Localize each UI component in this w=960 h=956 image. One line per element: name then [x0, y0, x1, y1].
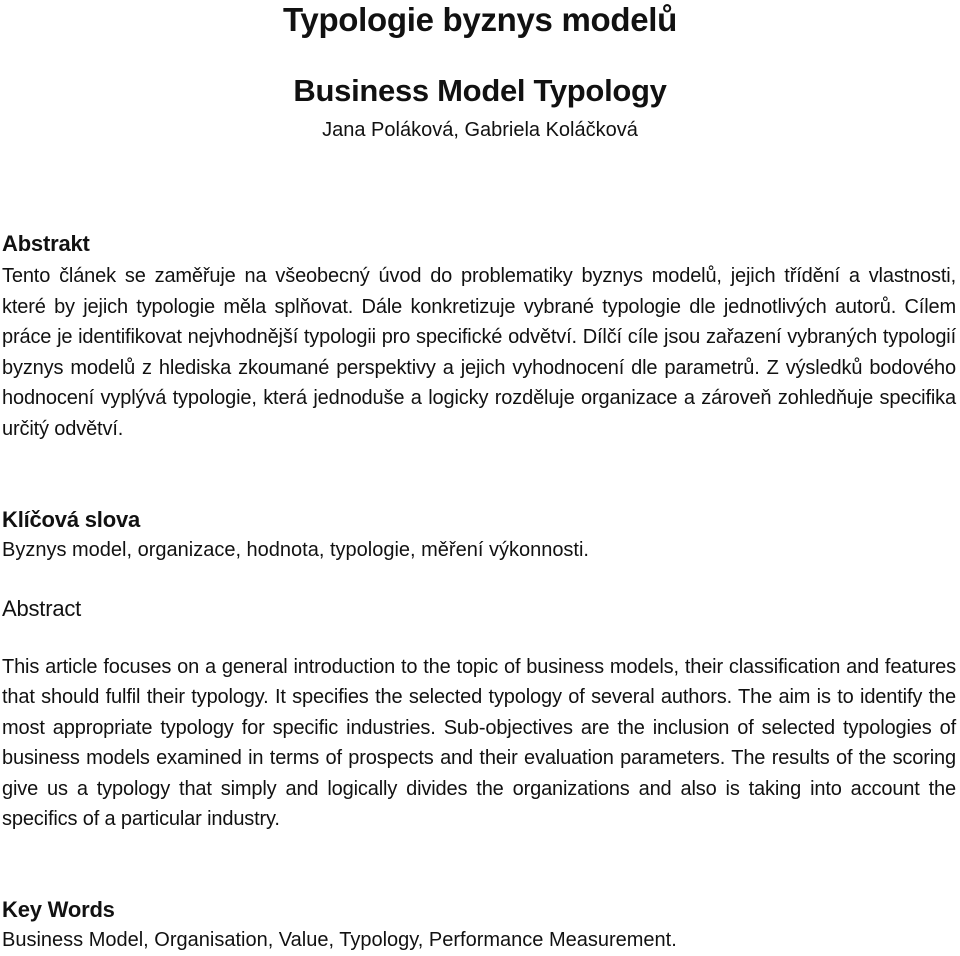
abstract-heading: Abstract: [2, 596, 82, 621]
authors: Jana Poláková, Gabriela Koláčková: [322, 119, 638, 141]
klicova-slova-text: Byznys model, organizace, hodnota, typologie, měření výkonnosti.: [2, 539, 589, 561]
abstract-text: This article focuses on a general introduction to the topic of business models, their classification and features that should fulfil their typology. It specifies the selected typology of several authors. The aim is to identify the most appropriate typology for specific industries. Sub-objectives are the inclusion of selected typologies of business models examined in terms of prospects and their evaluation parameters. The results of the scoring give us a typology that simply and logically divides the organizations and also is taking into account the specifics of a particular industry.: [2, 656, 956, 831]
key-words-heading: Key Words: [2, 897, 115, 922]
klicova-slova-heading: Klíčová slova: [2, 507, 141, 532]
czech-title: Typologie byznys modelů: [282, 1, 678, 38]
english-title: Business Model Typology: [293, 73, 667, 108]
abstrakt-heading: Abstrakt: [2, 231, 90, 256]
key-words-text: Business Model, Organisation, Value, Typology, Performance Measurement.: [2, 929, 677, 951]
abstrakt-text: Tento článek se zaměřuje na všeobecný úvod do problematiky byznys modelů, jejich třídění a vlastnosti, které by jejich typologie měla splňovat. Dále konkretizuje vybrané typologie dle jednotlivých autorů. Cílem práce je identifikovat nejvhodnější typologii pro specifické odvětví. Dílčí cíle jsou zařazení vybraných typologií byznys modelů z hlediska zkoumané perspektivy a jejich vyhodnocení dle parametrů. Z výsledků bodového hodnocení vyplývá typologie, která jednoduše a logicky rozděluje organizace a zároveň zohledňuje specifika určitý odvětví.: [2, 265, 956, 440]
